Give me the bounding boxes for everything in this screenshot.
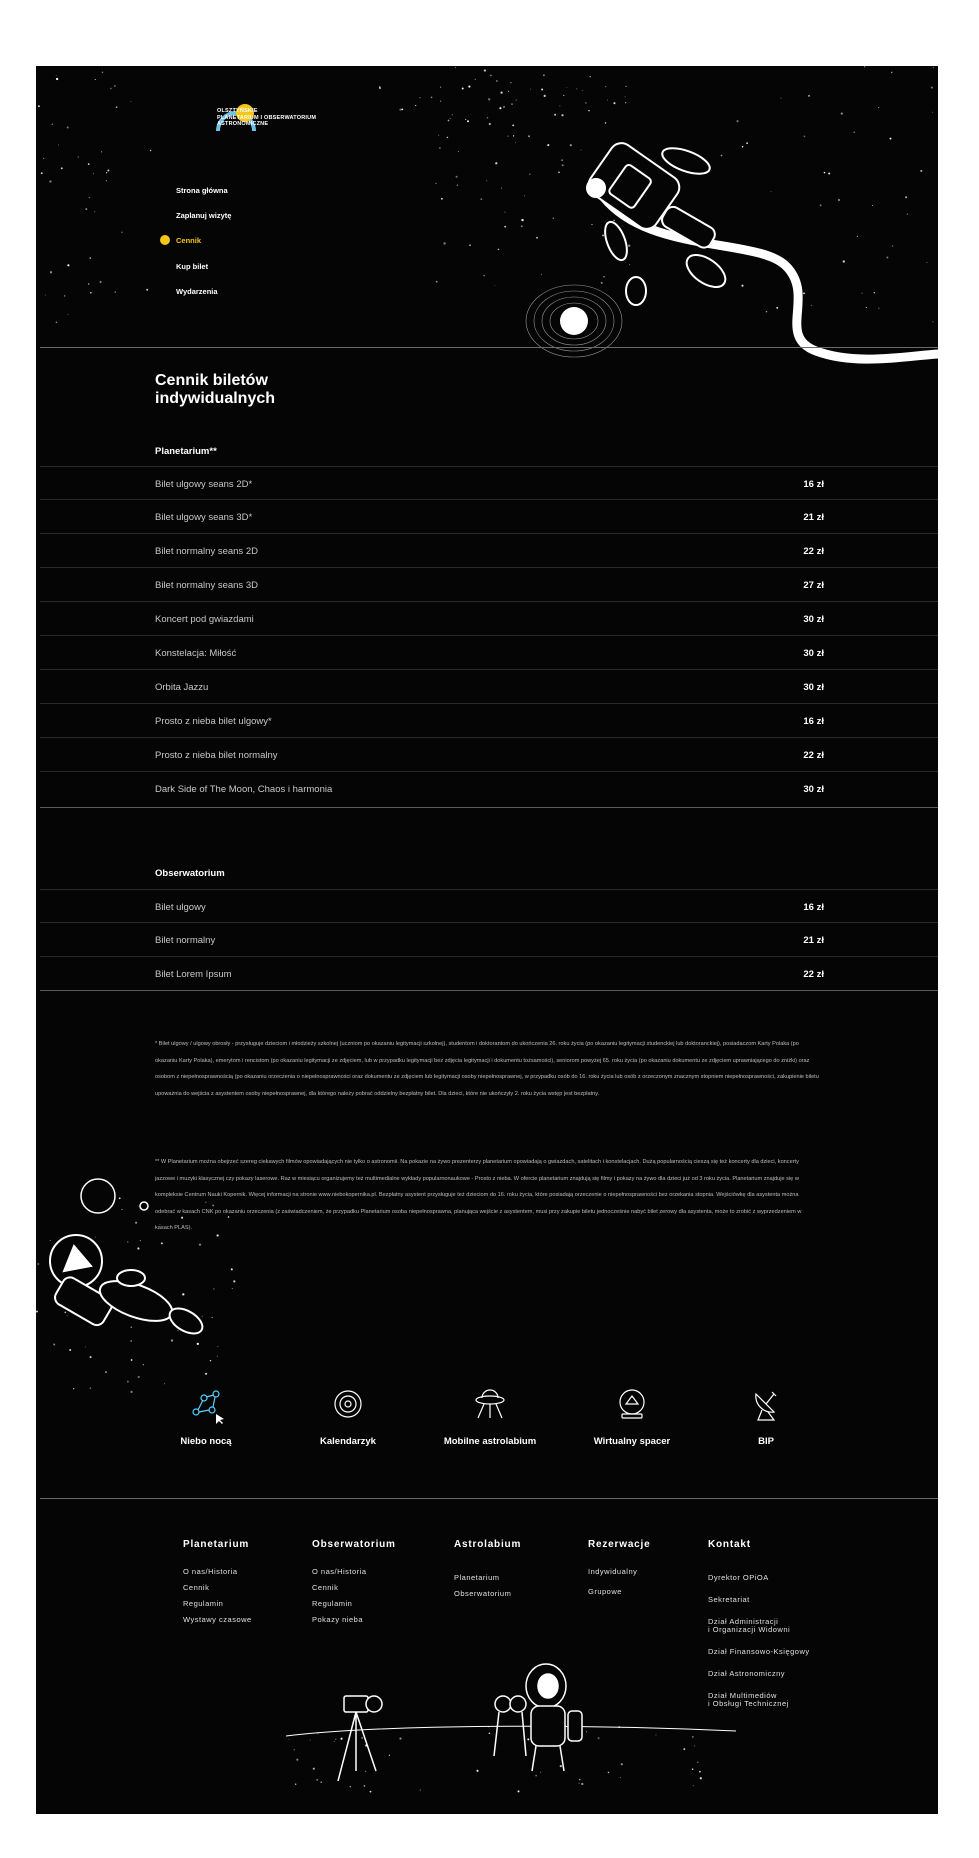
star [487,117,489,119]
ticket-price: 30 zł [803,648,824,659]
ticket-price: 22 zł [803,546,824,557]
price-row [40,923,938,957]
star [130,1391,132,1393]
star [521,225,523,227]
star [513,135,514,136]
nav-home[interactable]: Strona główna [176,186,228,195]
ticket-price: 30 zł [803,682,824,693]
footer-link[interactable]: Cennik [312,1583,339,1592]
ticket-price: 22 zł [803,969,824,980]
star [116,106,118,108]
star [78,157,79,158]
star [435,183,437,185]
footer-title: Obserwatorium [312,1539,396,1550]
footer-link[interactable]: Regulamin [183,1599,224,1608]
star [495,162,497,164]
footer-link[interactable]: O nas/Historia [183,1567,238,1576]
star [231,1268,233,1270]
star [558,172,560,174]
page-frame [36,66,938,1814]
star [486,180,487,181]
footer-link[interactable]: O nas/Historia [312,1567,367,1576]
star [420,1790,421,1791]
observatory-heading: Obserwatorium [155,868,225,879]
star [452,114,453,115]
star [107,169,109,171]
star [436,281,438,283]
price-row [40,957,938,991]
tile-virtual-tour[interactable] [572,1384,692,1447]
star [150,150,152,152]
star [370,1791,372,1793]
star [401,109,403,111]
black-hole-illustration [516,266,636,376]
star [58,145,59,146]
footer-link[interactable]: Grupowe [588,1587,622,1596]
star [49,180,51,182]
footer-link[interactable]: Cennik [183,1583,210,1592]
star [529,174,530,175]
star [518,1790,520,1792]
footer-link[interactable]: Dział Astronomiczny [708,1669,786,1678]
star [484,69,486,71]
footer-link[interactable]: Pokazy nieba [312,1615,364,1624]
star [501,188,502,189]
ticket-name: Bilet ulgowy [155,902,206,913]
nav-events[interactable]: Wydarzenia [176,287,218,296]
star [588,110,590,112]
star [544,95,546,97]
star [90,257,91,258]
star [543,74,545,76]
star [521,219,523,221]
ticket-price: 16 zł [803,716,824,727]
star [56,75,57,76]
star [67,264,69,266]
star [508,136,509,137]
price-row [40,670,938,704]
star [88,163,90,165]
footer-divider [40,1498,938,1499]
star [121,232,122,233]
star [233,1280,235,1282]
ticket-name: Dark Side of The Moon, Chaos i harmonia [155,784,333,795]
tile-label: Kalendarzyk [320,1436,376,1447]
ticket-name: Bilet ulgowy seans 3D* [155,512,253,523]
star [350,1786,352,1788]
price-row [40,738,938,772]
star [45,295,46,296]
star [50,271,52,273]
star [489,123,491,125]
price-row [40,500,938,534]
star [38,105,40,107]
star [625,86,626,87]
star [932,112,933,113]
ticket-name: Bilet normalny seans 3D [155,580,258,591]
astronaut-planet-illustration [36,1166,226,1376]
star [458,151,459,152]
star [554,114,556,116]
star [931,87,933,89]
star [503,106,505,108]
star [607,100,608,101]
footer-link[interactable]: Indywidualny [588,1567,638,1576]
tile-label: Mobilne astrolabium [443,1436,537,1447]
planetarium-heading: Planetarium** [155,446,217,457]
star [52,123,54,125]
star [455,67,456,68]
satellite-dish-icon [746,1384,786,1424]
footer-col-astrolabe [454,1539,521,1606]
star [878,107,879,108]
star [68,314,69,315]
ticket-name: Orbita Jazzu [155,682,209,693]
star [90,292,92,294]
star [504,226,506,228]
ticket-name: Konstelacja: Miłość [155,648,237,659]
star [448,120,450,122]
star [110,88,111,89]
star [43,158,44,159]
footer-link[interactable]: Sekretariat [708,1595,750,1604]
star [88,283,90,285]
star [536,237,538,239]
star [56,322,58,324]
star [570,144,572,146]
star [512,124,514,126]
footer-title: Astrolabium [454,1539,522,1550]
ticket-price: 16 zł [803,479,824,490]
ticket-name: Koncert pod gwiazdami [155,614,254,625]
ticket-name: Bilet ulgowy seans 2D* [155,479,253,490]
nav-plan-visit[interactable]: Zaplanuj wizytę [176,211,232,220]
star [510,82,511,83]
footer-link[interactable]: Dział Finansowo-Księgowy [708,1647,810,1656]
star [468,86,470,88]
moon-surface-illustration [286,1606,736,1786]
star [515,142,516,143]
star [127,1381,129,1383]
tile-night-sky[interactable] [146,1384,266,1447]
star [496,80,497,81]
nav-pricing[interactable]: Cennik [176,236,202,245]
star [561,159,562,160]
star [440,101,441,102]
star [399,109,401,111]
star [106,180,107,181]
star [85,208,87,210]
ticket-name: Bilet normalny seans 2D [155,546,258,557]
ticket-name: Prosto z nieba bilet ulgowy* [155,716,272,727]
star [138,1376,140,1378]
footer-col-observatory [312,1539,396,1632]
star [494,285,495,286]
star [379,86,380,87]
star [562,164,564,166]
ticket-price: 21 zł [803,935,824,946]
star [438,135,439,136]
star [439,147,441,149]
price-row [40,704,938,738]
logo-text: OLSZTYŃSKIE PLANETARIUM I OBSERWATORIUM ASTRONOMICZNE [217,108,317,128]
star [73,1388,74,1389]
star [605,86,606,87]
star [516,100,517,101]
star [541,89,543,91]
star [781,98,782,99]
ticket-price: 30 zł [803,614,824,625]
star [90,1387,92,1389]
star [130,101,131,102]
ticket-price: 16 zł [803,902,824,913]
footer-title: Kontakt [708,1539,751,1550]
star [467,120,469,122]
ticket-price: 22 zł [803,750,824,761]
ticket-price: 30 zł [803,784,824,795]
nav-active-indicator [160,235,170,245]
star [528,135,530,137]
footer-link[interactable]: Dział Administracji i Organizacji Widowni [708,1617,791,1634]
star [115,292,116,293]
star [625,102,626,103]
star [508,91,509,92]
discount-note: * Bilet ulgowy / ulgowy obrosły - przysługuje dzieciom i młodzieży szkolnej (uczniom po okazaniu legitymacji szkolnej), studentom i doktorantom do ukończenia 26. roku życia (po okazaniu legitymacji studenckiej lub doktoranckiej), posiadaczom Karty Polaka (po okazaniu Karty Polaka), emerytom i rencistom (po okazaniu legitymacji ze zdjęciem, lub w przypadku legitymacji bez zdjęcia legitymacji i dokumentu tożsamości), seniorom powyżej 65. roku życia (po okazaniu dokumentu ze zdjęciem uprawniającego do zniżki) oraz osobom z niepełnosprawnością (po okazaniu orzeczenia o niepełnosprawności oraz dokumentu ze zdjęciem lub legitymacji osoby niepełnosprawnej, w przypadku osób do 16. roku życia lub osób z orzeczonym znacznym stopniem niepełnosprawności, zakupienie biletu upoważnia do wejścia z asystentem osoby niepełnosprawnej, dla którego należy pobrać oddzielny bezpłatny bilet. Dla dzieci, które nie ukończyły 2. roku życia wstęp jest bezpłatny. [155,1041,819,1097]
star [841,113,843,115]
ticket-price: 27 zł [803,580,824,591]
astronaut-helmet-icon [612,1384,652,1424]
star [61,167,63,169]
star [561,114,563,116]
star [613,102,615,104]
star [440,87,441,88]
star [101,151,102,152]
star [576,88,577,89]
star [232,1288,233,1289]
footer-link[interactable]: Planetarium [454,1573,500,1582]
star [530,89,531,90]
star [462,88,464,90]
star [488,98,490,100]
star [114,85,116,87]
star [450,118,451,119]
star [456,176,458,178]
price-row [40,602,938,636]
tile-label: BIP [758,1436,774,1447]
star [102,72,103,73]
star [431,96,433,98]
price-row [40,636,938,670]
star [590,76,591,77]
footer-col-planetarium [183,1539,252,1632]
footer-link[interactable]: Wystawy czasowe [183,1615,252,1624]
star [505,212,506,213]
star [484,275,485,276]
footer-link[interactable]: Dyrektor OPiOA [708,1573,769,1582]
star [146,289,148,291]
tile-bip[interactable] [706,1384,826,1447]
price-row [40,534,938,568]
page-title: Cennik biletów indywidualnych [155,372,276,407]
star [553,217,555,219]
star [465,119,466,120]
price-row [40,568,938,602]
ticket-name: Bilet normalny [155,935,216,946]
star [475,79,476,80]
price-row [40,466,938,500]
star [441,198,443,200]
footer-link[interactable]: Regulamin [312,1599,353,1608]
footer-link[interactable]: Dział Multimediów i Obsługi Technicznej [708,1691,789,1708]
ticket-name: Prosto z nieba bilet normalny [155,750,278,761]
nav-buy-ticket[interactable]: Kup bilet [176,262,209,271]
price-row [40,889,938,923]
star [563,95,564,96]
star [500,91,502,93]
star [457,185,458,186]
star [447,137,449,139]
star [511,103,513,105]
star [808,95,810,97]
tile-mobile-astrolabe[interactable] [430,1384,550,1447]
footer-col-reservations [588,1539,650,1604]
star [933,67,934,68]
footer-col-contact [708,1539,810,1722]
star [490,75,492,77]
star [582,90,583,91]
star [469,244,471,246]
constellation-icon [186,1384,226,1424]
star [99,281,101,283]
star [499,107,501,109]
star [106,172,107,173]
star [566,87,567,88]
star [93,173,94,174]
star [443,242,445,244]
tile-label: Wirtualny spacer [593,1436,671,1447]
star [56,78,58,80]
price-row [40,772,938,808]
tile-calendar[interactable] [288,1384,408,1447]
star [891,72,893,74]
star [415,105,416,106]
planetarium-note: ** W Planetarium można obejrzeć szereg ciekawych filmów opowiadających nie tylko o astronomii. Na pokazie na żywo prezenterzy planetarium opowiadają o gwiazdach, satelitach i konstelacjach. Dużą popularnością cieszą się też koncerty dla dzieci, koncerty jazzowe i muzyki klasycznej czy pokazy laserowe. Raz w miesiącu organizujemy też multimedialne wykłady popularnonaukowe - Prosto z nieba. W ofercie planetarium znajdują się filmy i pokazy na żywo dla dzieci już od 3 roku życia. Planetarium znajduje się w kompleksie Centrum Nauki Kopernik. Więcej informacji na stronie www.niebokopernika.pl. Bezpłatny asystent przysługuje też dzieciom do 16. roku życia, które posiadają orzeczenie o niepełnosprawności bez orzekania stopnia. Wejściówkę dla asystenta można odebrać w kasach CNK po okazaniu orzeczenia (z zaświadczeniem, że przypadku Planetarium osoba niepełnosprawna, planująca wejście z asystentem, musi przy zakupie biletu jednocześnie nabyć bilet zerowy dla asystenta, może to zrobić z wyprzedzeniem w kasach PLAS). [155,1159,802,1231]
star [625,96,626,97]
star [41,172,43,174]
star [547,144,549,146]
footer-title: Planetarium [183,1539,250,1550]
star [89,197,90,198]
ticket-price: 21 zł [803,512,824,523]
planet-orbit-icon [328,1384,368,1424]
star [64,295,66,297]
footer-link[interactable]: Obserwatorium [454,1589,512,1598]
header-divider [40,347,938,348]
star [585,102,587,104]
star [67,127,69,129]
star [524,195,525,196]
star [480,198,482,200]
ufo-icon [470,1384,510,1424]
star [498,249,500,251]
star [95,79,96,80]
star [94,211,95,212]
ticket-name: Bilet Lorem Ipsum [155,969,232,980]
tile-label: Niebo nocą [180,1436,232,1447]
star [559,105,560,106]
star [864,66,865,67]
star [419,97,420,98]
footer-title: Rezerwacje [588,1539,651,1550]
